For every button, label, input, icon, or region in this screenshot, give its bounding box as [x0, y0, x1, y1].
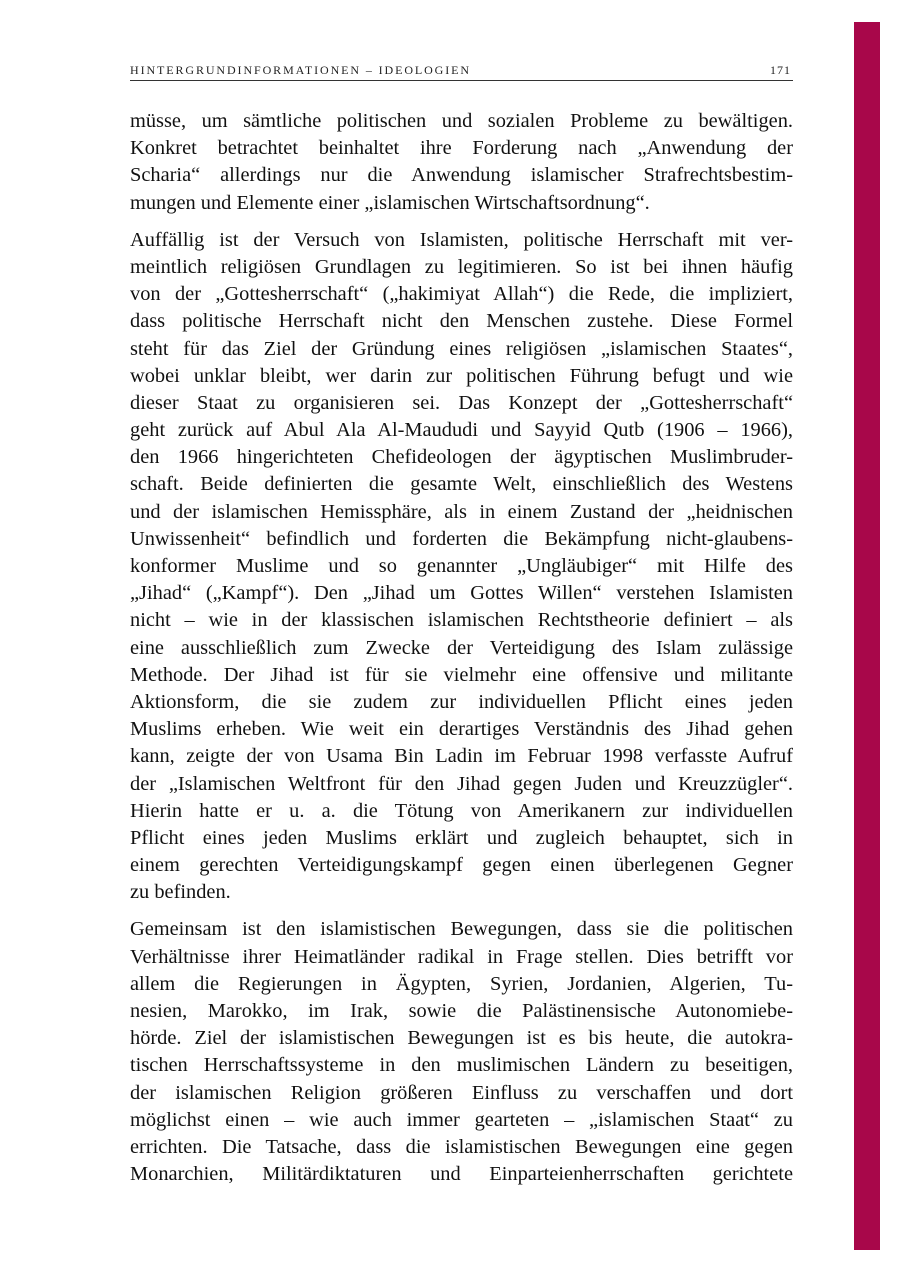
text-line: dieser Staat zu organisieren sei. Das Konzept der „Gottesherrschaft“	[130, 391, 793, 414]
text-line: errichten. Die Tatsache, dass die islamistischen Bewegungen eine gegen	[130, 1135, 793, 1158]
text-line: Scharia“ allerdings nur die Anwendung islamischer Strafrechtsbestim-	[130, 164, 793, 187]
text-line: nesien, Marokko, im Irak, sowie die Palästinensische Autonomiebe-	[130, 1000, 793, 1022]
text-line: eine ausschließlich zum Zwecke der Verteidigung des Islam zulässige	[130, 636, 793, 659]
text-line: tischen Herrschaftssysteme in den muslimischen Ländern zu beseitigen,	[130, 1054, 793, 1077]
text-line: steht für das Ziel der Gründung eines religiösen „islamischen Staates“,	[130, 337, 793, 360]
page-number: 171	[770, 63, 791, 77]
paragraph	[130, 916, 793, 1188]
text-line: möglichst einen – wie auch immer gearteten – „islamischen Staat“ zu	[130, 1108, 793, 1131]
text-line: schaft. Beide definierten die gesamte Welt, einschließlich des Westens	[130, 473, 793, 496]
text-line: Hierin hatte er u. a. die Tötung von Amerikanern zur individuellen	[130, 799, 793, 822]
text-line: „Jihad“ („Kampf“). Den „Jihad um Gottes Willen“ verstehen Islamisten	[130, 582, 793, 605]
text-line: Gemeinsam ist den islamistischen Bewegungen, dass sie die politischen	[130, 918, 793, 941]
text-line: Auffällig ist der Versuch von Islamisten, politische Herrschaft mit ver-	[130, 228, 793, 251]
text-line: der islamischen Religion größeren Einfluss zu verschaffen und dort	[130, 1081, 793, 1104]
text-line: Monarchien, Militärdiktaturen und Einparteienherrschaften gerichtete	[130, 1163, 793, 1186]
text-line: Muslims erheben. Wie weit ein derartiges Verständnis des Jihad gehen	[130, 718, 793, 741]
text-line: konformer Muslime und so genannter „Ungläubiger“ mit Hilfe des	[130, 555, 793, 577]
text-line: zu befinden.	[130, 881, 231, 904]
paragraph	[130, 108, 793, 217]
text-line: Aktionsform, die sie zudem zur individuellen Pflicht eines jeden	[130, 690, 793, 713]
header-title: HINTERGRUNDINFORMATIONEN – IDEOLOGIEN	[130, 63, 471, 77]
text-line: meintlich religiösen Grundlagen zu legitimieren. So ist bei ihnen häufig	[130, 255, 793, 278]
text-line: hörde. Ziel der islamistischen Bewegungen ist es bis heute, die autokra-	[130, 1027, 793, 1050]
text-line: allem die Regierungen in Ägypten, Syrien, Jordanien, Algerien, Tu-	[130, 972, 793, 995]
text-line: mungen und Elemente einer „islamischen Wirtschaftsordnung“.	[130, 191, 650, 214]
text-line: den 1966 hingerichteten Chefideologen der ägyptischen Muslimbruder-	[130, 446, 793, 469]
text-line: müsse, um sämtliche politischen und sozialen Probleme zu bewältigen.	[130, 110, 793, 132]
text-line: Konkret betrachtet beinhaltet ihre Forderung nach „Anwendung der	[130, 137, 793, 160]
text-line: und der islamischen Hemissphäre, als in einem Zustand der „heidnischen	[130, 500, 793, 523]
side-color-bar	[854, 22, 880, 1250]
text-line: dass politische Herrschaft nicht den Menschen zustehe. Diese Formel	[130, 310, 793, 333]
text-line: geht zurück auf Abul Ala Al-Maududi und Sayyid Qutb (1906 – 1966),	[130, 419, 793, 442]
text-line: Verhältnisse ihrer Heimatländer radikal in Frage stellen. Dies betrifft vor	[130, 945, 793, 968]
paragraph	[130, 227, 793, 907]
running-header	[130, 62, 793, 81]
text-line: einem gerechten Verteidigungskampf gegen einen überlegenen Gegner	[130, 854, 793, 877]
text-line: Unwissenheit“ befindlich und forderten die Bekämpfung nicht-glaubens-	[130, 527, 793, 550]
text-line: Pflicht eines jeden Muslims erklärt und zugleich behauptet, sich in	[130, 826, 793, 849]
text-line: Methode. Der Jihad ist für sie vielmehr eine offensive und militante	[130, 663, 793, 686]
text-line: wobei unklar bleibt, wer darin zur politischen Führung befugt und wie	[130, 364, 793, 387]
text-line: nicht – wie in der klassischen islamischen Rechtstheorie definiert – als	[130, 609, 793, 632]
text-line: kann, zeigte der von Usama Bin Ladin im Februar 1998 verfasste Aufruf	[130, 745, 793, 768]
text-line: von der „Gottesherrschaft“ („hakimiyat Allah“) die Rede, die impliziert,	[130, 283, 793, 306]
text-line: der „Islamischen Weltfront für den Jihad gegen Juden und Kreuzzügler“.	[130, 772, 793, 795]
body-text	[130, 108, 793, 1198]
